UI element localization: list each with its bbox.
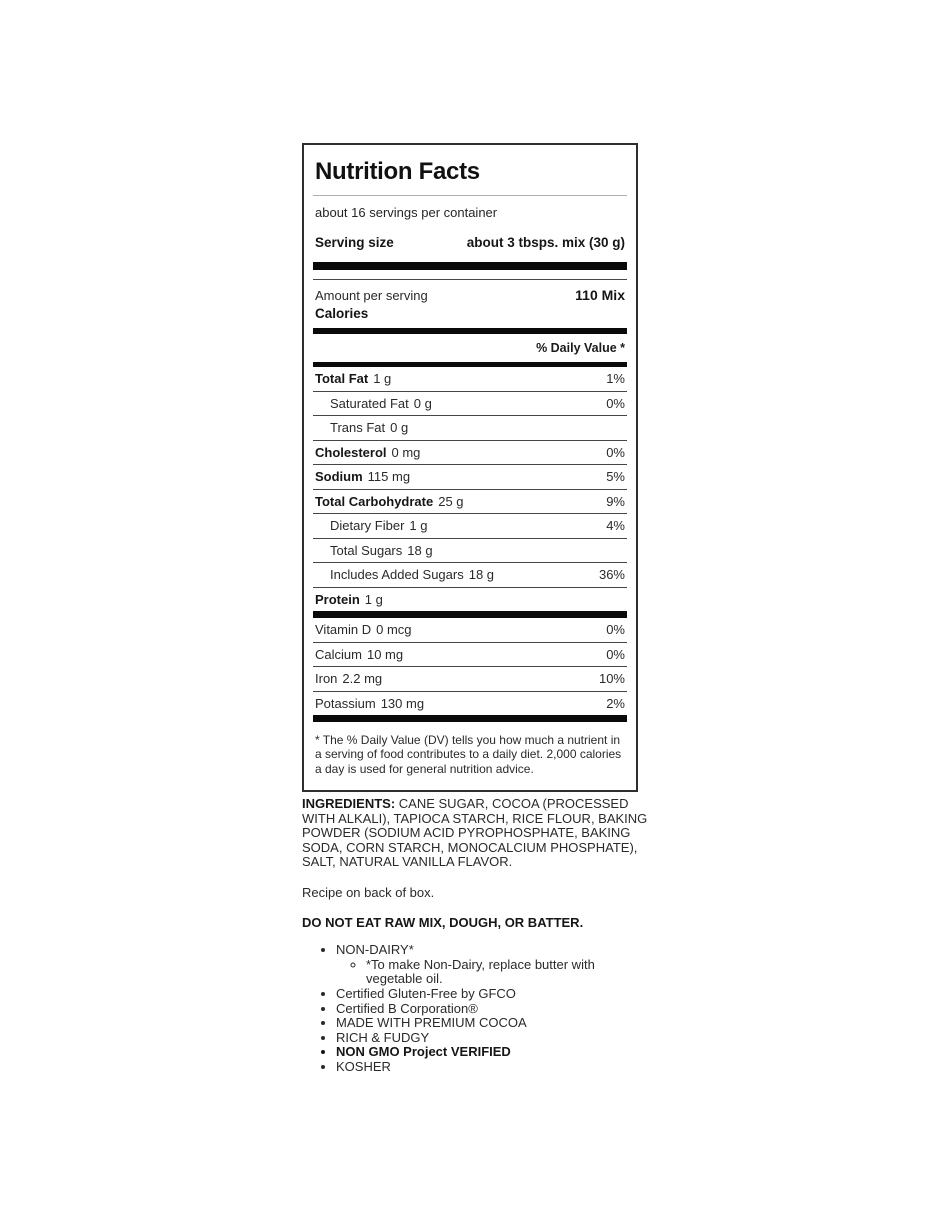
nutrient-name: Sodium	[315, 469, 363, 485]
nutrient-name: Total Carbohydrate	[315, 493, 434, 509]
list-item-gluten-free	[336, 987, 650, 1002]
ingredients-text: CANE SUGAR, COCOA (PROCESSED WITH ALKALI), TAPIOCA STARCH, RICE FLOUR, BAKING POWDER (SODIUM ACID PYROPHOSPHATE, BAKING SODA, CORN STARCH, MONOCALCIUM PHOSPHATE), SALT, NATURAL VANILLA FLAVOR.	[302, 796, 648, 870]
nutrition-facts-label	[302, 143, 638, 792]
nutrient-dv: 5%	[606, 469, 625, 485]
list-item-label: NON-DAIRY*	[336, 942, 414, 958]
label-title: Nutrition Facts	[315, 158, 480, 185]
thick-divider-bar	[313, 715, 627, 722]
nutrient-amount: 2.2 mg	[342, 671, 383, 687]
nutrient-name: Dietary Fiber	[330, 518, 405, 534]
daily-value-header: % Daily Value *	[536, 341, 625, 355]
nutrient-name: Protein	[315, 591, 360, 607]
nutrient-dv: 9%	[606, 493, 625, 509]
serving-size-row	[313, 233, 627, 262]
nutrient-row-trans-fat	[313, 415, 627, 440]
nutrient-dv: 0%	[606, 646, 625, 662]
nutrient-dv: 4%	[606, 518, 625, 534]
nutrient-name: Total Sugars	[330, 542, 403, 558]
nutrient-name: Iron	[315, 671, 338, 687]
nutrient-dv: 0%	[606, 395, 625, 411]
list-item-non-dairy	[336, 943, 650, 987]
nutrient-row-protein	[313, 587, 627, 612]
nutrient-row-total-sugars	[313, 538, 627, 563]
feature-list	[302, 943, 650, 1074]
list-item-label: MADE WITH PREMIUM COCOA	[336, 1015, 527, 1031]
product-details-section	[302, 797, 650, 1075]
nutrient-row-saturated-fat	[313, 391, 627, 416]
nutrient-dv: 0%	[606, 444, 625, 460]
serving-size-label: Serving size	[315, 235, 394, 250]
list-item-label: KOSHER	[336, 1058, 391, 1074]
nutrient-name: Total Fat	[315, 371, 369, 387]
nutrient-amount: 0 mcg	[376, 622, 412, 638]
calories-block	[313, 280, 627, 328]
vitamin-row-potassium	[313, 691, 627, 716]
calories-value: 110 Mix	[575, 287, 625, 303]
nutrient-row-added-sugars	[313, 562, 627, 587]
nutrient-amount: 18 g	[468, 567, 495, 583]
nutrient-row-total-fat	[313, 367, 627, 391]
nutrient-row-dietary-fiber	[313, 513, 627, 538]
vitamin-row-vitamin-d	[313, 618, 627, 642]
ingredients-paragraph	[302, 797, 650, 870]
thick-divider-bar	[313, 611, 627, 618]
nutrient-amount: 18 g	[407, 542, 433, 558]
nutrient-row-total-carbohydrate	[313, 489, 627, 514]
amount-per-serving-label: Amount per serving	[315, 288, 428, 303]
nutrient-dv: 36%	[598, 567, 625, 583]
nutrient-row-sodium	[313, 464, 627, 489]
nutrient-amount: 115 mg	[367, 469, 411, 485]
nutrient-dv: 2%	[606, 695, 625, 711]
nutrient-amount: 0 g	[413, 395, 432, 411]
nutrient-row-cholesterol	[313, 440, 627, 465]
serving-size-value: about 3 tbsps. mix (30 g)	[466, 235, 625, 250]
list-item-rich-fudgy	[336, 1031, 650, 1046]
nutrient-amount: 25 g	[438, 493, 464, 509]
nutrient-dv: 1%	[606, 371, 625, 387]
recipe-note: Recipe on back of box.	[302, 884, 435, 900]
nutrient-name: Potassium	[315, 695, 376, 711]
list-item-label: NON GMO Project VERIFIED	[336, 1044, 511, 1060]
nutrient-name: Calcium	[315, 646, 362, 662]
nutrient-dv: 0%	[606, 622, 625, 638]
nutrient-amount: 1 g	[409, 518, 428, 534]
thick-divider-bar	[313, 262, 627, 270]
daily-value-footnote: * The % Daily Value (DV) tells you how much a nutrient in a serving of food contributes to a daily diet. 2,000 calories a day is used for general nutrition advice.	[315, 733, 622, 776]
list-item-label: Certified B Corporation®	[336, 1000, 478, 1016]
nutrient-name: Trans Fat	[330, 420, 386, 436]
list-item-non-dairy-note	[366, 958, 650, 987]
list-item-kosher	[336, 1060, 650, 1075]
nutrient-amount: 1 g	[373, 371, 392, 387]
list-item-non-gmo	[336, 1045, 650, 1060]
nutrient-dv: 10%	[598, 671, 625, 687]
nutrient-name: Cholesterol	[315, 444, 387, 460]
list-item-label: Certified Gluten-Free by GFCO	[336, 985, 516, 1001]
nutrient-name: Saturated Fat	[330, 395, 409, 411]
nutrient-amount: 10 mg	[366, 646, 404, 662]
nutrient-name: Vitamin D	[315, 622, 372, 638]
ingredients-label: INGREDIENTS:	[302, 796, 396, 811]
servings-per-container: about 16 servings per container	[315, 205, 498, 220]
calories-label: Calories	[315, 306, 369, 321]
nutrient-amount: 0 g	[390, 420, 409, 436]
feature-sub-list	[336, 958, 650, 987]
vitamin-row-iron	[313, 666, 627, 691]
nutrient-amount: 0 mg	[391, 444, 421, 460]
warning-text: DO NOT EAT RAW MIX, DOUGH, OR BATTER.	[302, 914, 584, 930]
list-item-label: *To make Non-Dairy, replace butter with vegetable oil.	[366, 956, 595, 987]
nutrient-name: Includes Added Sugars	[330, 567, 464, 583]
list-item-label: RICH & FUDGY	[336, 1029, 430, 1045]
list-item-b-corporation	[336, 1002, 650, 1017]
nutrient-amount: 130 mg	[380, 695, 425, 711]
vitamin-row-calcium	[313, 642, 627, 667]
list-item-premium-cocoa	[336, 1016, 650, 1031]
nutrient-amount: 1 g	[364, 591, 383, 607]
